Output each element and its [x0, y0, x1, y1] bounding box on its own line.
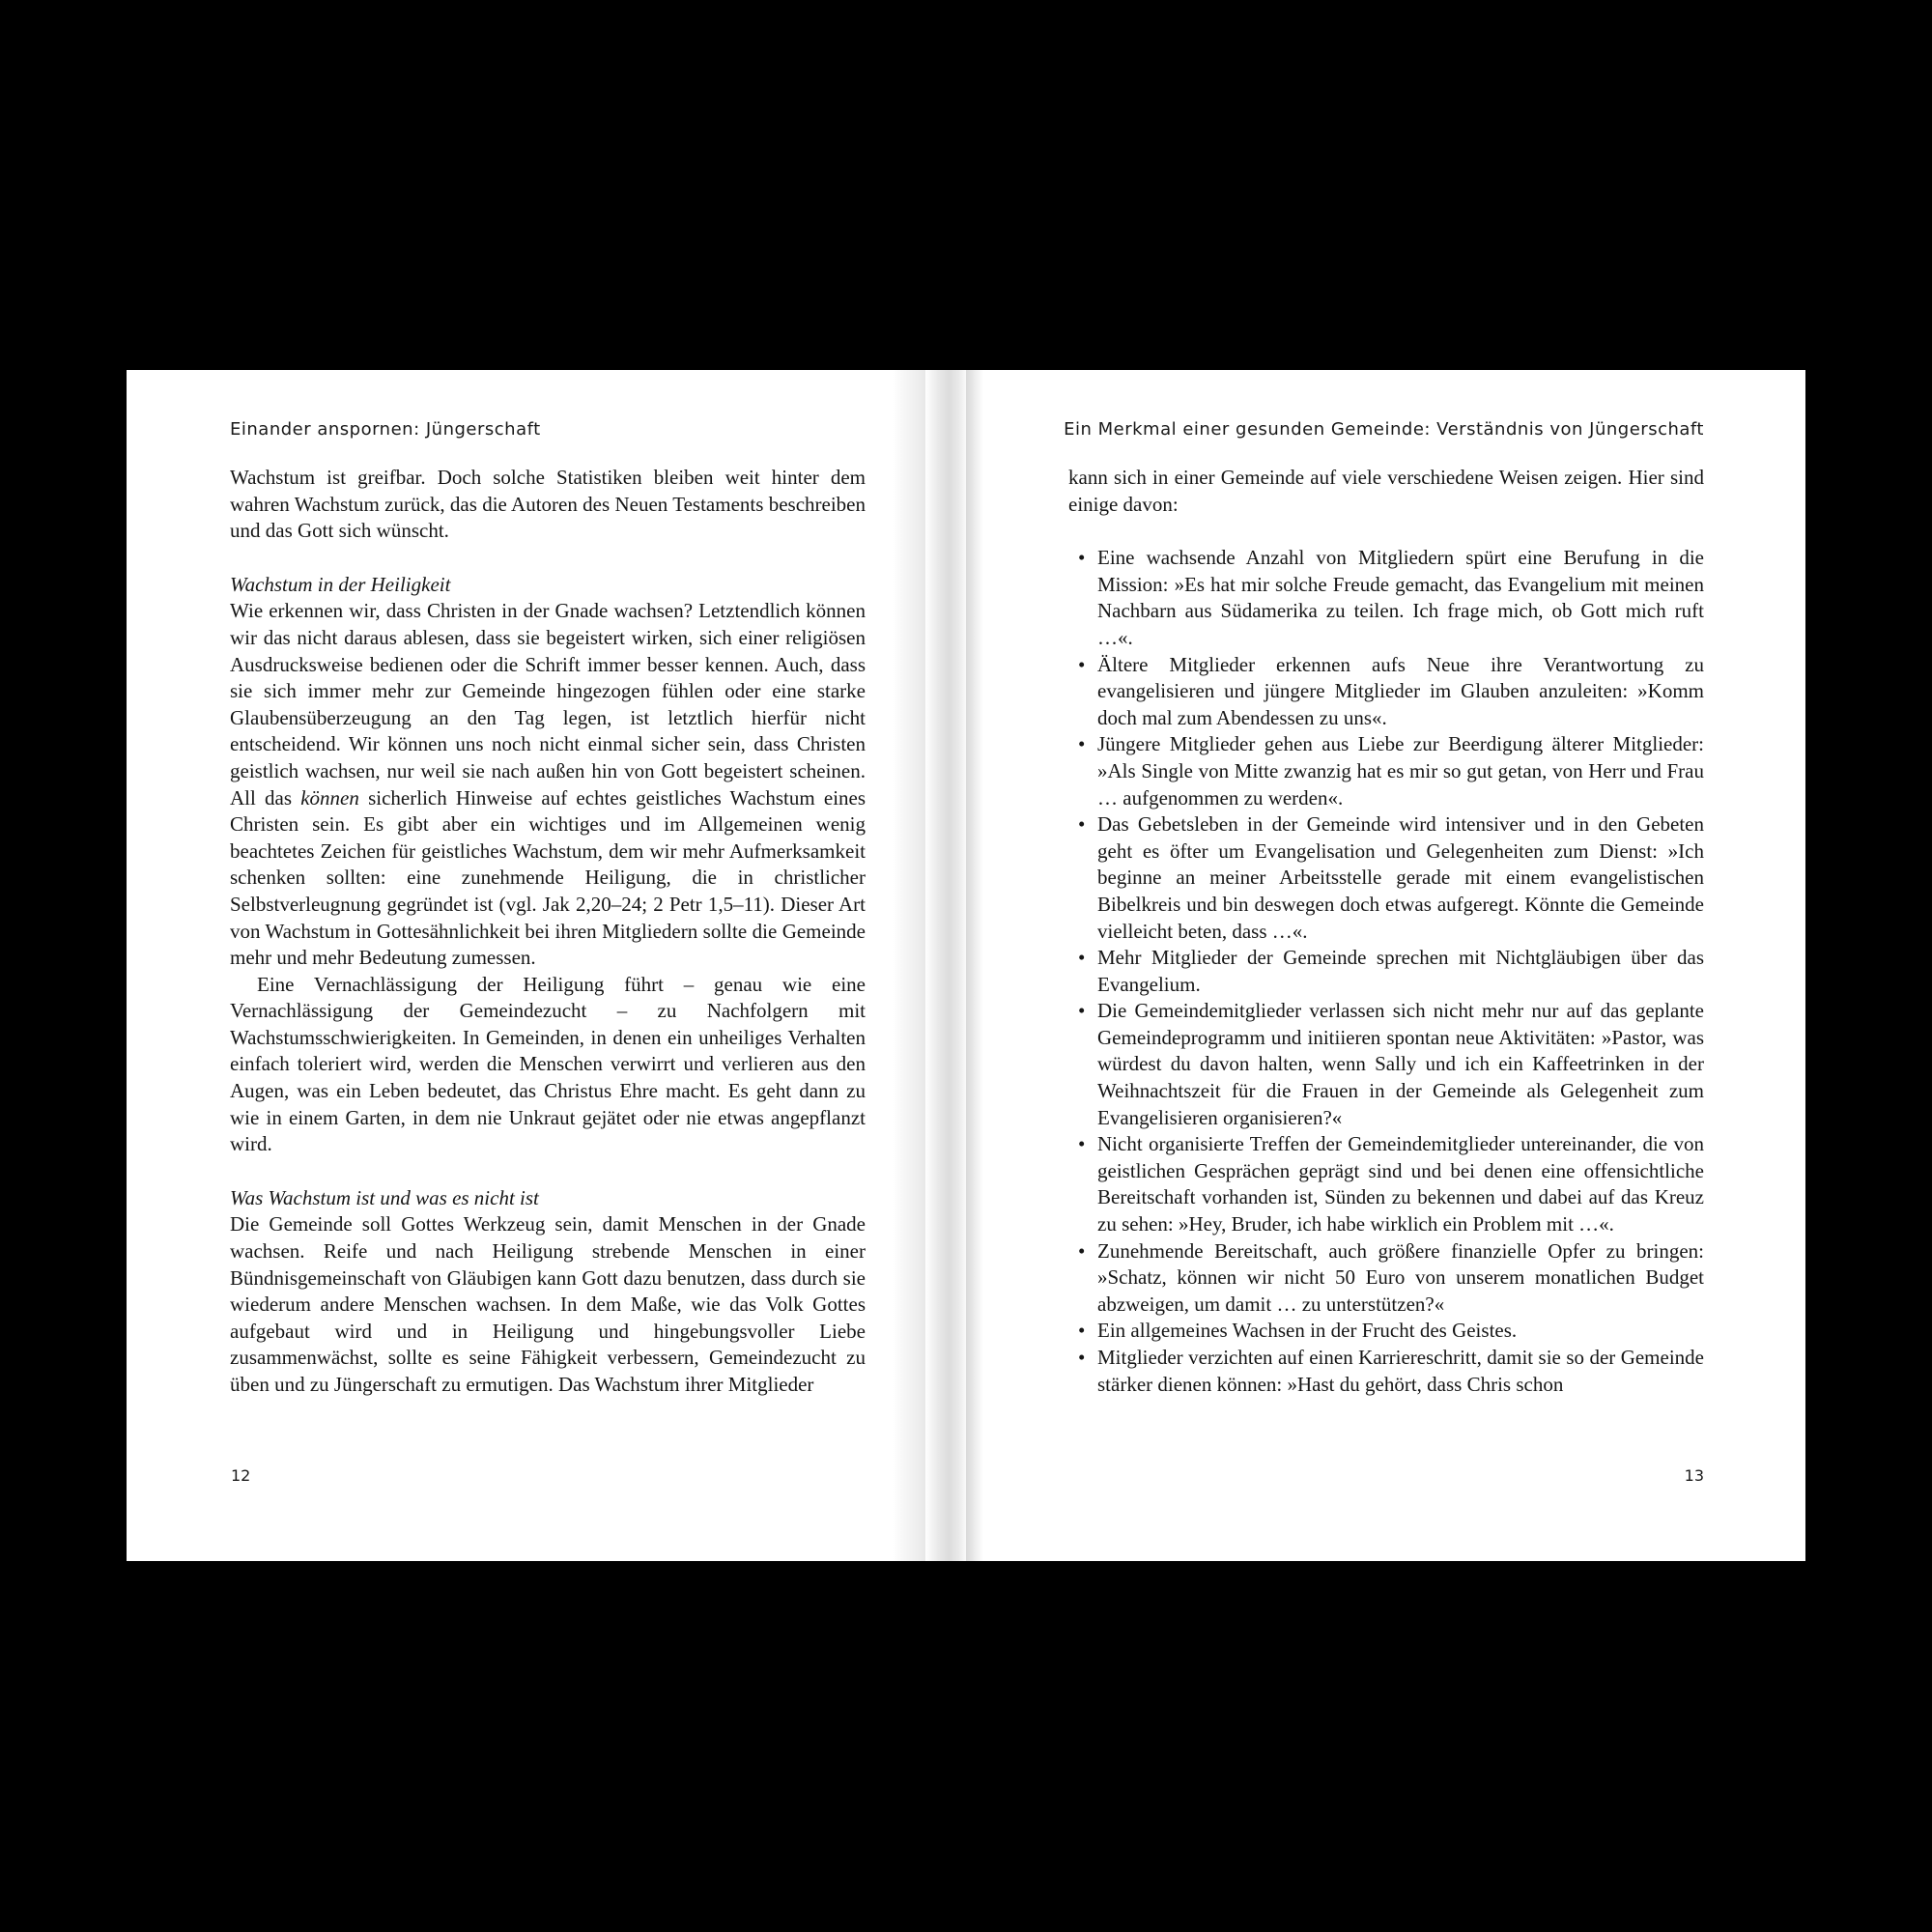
paragraph-text: Wie erkennen wir, dass Christen in der Gnade wachsen? Letztendlich können wir das nicht daraus ablesen, dass sie begeistert wirken, sich einer religiösen Ausdrucksweise bedienen oder die Schrift immer besser kennen. Auch, dass sie sich immer mehr zur Gemeinde hingezogen fühlen oder eine starke Glaubensüberzeugung an den Tag legen, ist letztlich hierfür nicht entscheidend. Wir können uns noch nicht einmal sicher sein, dass Christen geistlich wachsen, nur weil sie nach außen hin von Gott begeistert scheinen. All das — [230, 599, 866, 810]
body-text — [1068, 465, 1704, 1398]
page-number: 13 — [1684, 1466, 1704, 1485]
paragraph: Die Gemeinde soll Gottes Werkzeug sein, damit Menschen in der Gnade wachsen. Reife und nach Heiligung strebende Menschen in einer Bündnisgemeinschaft von Gläubigen kann Gott dazu benutzen, dass durch sie wiederum andere Menschen wachsen. In dem Maße, wie das Volk Gottes aufgebaut wird und in Heiligung und hingebungsvoller Liebe zusammenwächst, sollte es seine Fähigkeit verbessern, Gemeindezucht zu üben und zu Jüngerschaft zu ermutigen. Das Wachstum ihrer Mitglieder — [230, 1212, 866, 1396]
list-item: • Eine wachsende Anzahl von Mitgliedern spürt eine Berufung in die Mission: »Es hat mir solche Freude gemacht, das Evangelium mit meinen Nachbarn aus Südamerika zu teilen. Ich frage mich, ob Gott mich ruft …«. — [1068, 545, 1704, 651]
list-item: • Die Gemeindemitglieder verlassen sich nicht mehr nur auf das geplante Gemeindeprogramm und initiieren spontan neue Aktivitäten: »Pastor, was würdest du davon halten, wenn Sally und ich ein Kaffeetrinken in der Weihnachtszeit für die Frauen in der Gemeinde als Gelegenheit zum Evangelisieren organisieren?« — [1068, 998, 1704, 1131]
list-item: • Zunehmende Bereitschaft, auch größere finanzielle Opfer zu bringen: »Schatz, können wir nicht 50 Euro von unserem monatlichen Budget abzweigen, um damit … zu unterstützen?« — [1068, 1238, 1704, 1319]
running-head: Ein Merkmal einer gesunden Gemeinde: Verständnis von Jüngerschaft — [1064, 419, 1704, 440]
paragraph: Eine Vernachlässigung der Heiligung führt – genau wie eine Vernachlässigung der Gemeindezucht – zu Nachfolgern mit Wachstumsschwierigkeiten. In Gemeinden, in denen ein unheiliges Verhalten einfach toleriert wird, werden die Menschen verwirrt und verlieren aus den Augen, was ein Leben bedeutet, das Christus Ehre macht. Es geht dann zu wie in einem Garten, in dem nie Unkraut gejätet oder nie etwas angepflanzt wird. — [230, 972, 866, 1156]
body-text — [230, 465, 866, 1399]
page-curl-shadow — [966, 370, 983, 1561]
right-page — [966, 370, 1805, 1561]
list-item: • Ältere Mitglieder erkennen aufs Neue ihre Verantwortung zu evangelisieren und jüngere Mitglieder im Glauben anzuleiten: »Komm doch mal zum Abendessen zu uns«. — [1068, 652, 1704, 732]
list-item: • Mitglieder verzichten auf einen Karriereschritt, damit sie so der Gemeinde stärker dienen können: »Hast du gehört, dass Chris schon — [1068, 1345, 1704, 1398]
bullet-list — [1068, 545, 1704, 1398]
book-spread — [127, 370, 1805, 1561]
subheading: Was Wachstum ist und was es nicht ist — [230, 1185, 539, 1209]
list-item: • Ein allgemeines Wachsen in der Frucht des Geistes. — [1068, 1318, 1704, 1345]
list-item: • Das Gebetsleben in der Gemeinde wird intensiver und in den Gebeten geht es öfter um Evangelisation und Gelegenheiten zum Dienst: »Ich beginne an meiner Arbeitsstelle gerade mit einem evangelistischen Bibelkreis und bin deswegen doch etwas aufgeregt. Könnte die Gemeinde vielleicht beten, dass …«. — [1068, 811, 1704, 945]
subheading: Wachstum in der Heiligkeit — [230, 572, 451, 596]
paragraph-text: sicherlich Hinweise auf echtes geistliches Wachstum eines Christen sein. Es gibt aber ein wichtiges und im Allgemeinen wenig beachtetes Zeichen für geistliches Wachstum, dem wir mehr Aufmerksamkeit schenken sollten: eine zunehmende Heiligung, die in christlicher Selbstverleugnung gegründet ist (vgl. Jak 2,20–24; 2 Petr 1,5–11). Dieser Art von Wachstum in Gottesähnlichkeit bei ihren Mitgliedern sollte die Gemeinde mehr und mehr Bedeutung zumessen. — [230, 785, 867, 970]
running-head: Einander anspornen: Jüngerschaft — [230, 419, 541, 440]
paragraph — [230, 598, 866, 971]
emphasis: können — [300, 785, 359, 810]
page-number: 12 — [231, 1466, 251, 1485]
paragraph: kann sich in einer Gemeinde auf viele verschiedene Weisen zeigen. Hier sind einige davon: — [1068, 466, 1704, 516]
left-page — [127, 370, 927, 1561]
list-item: • Nicht organisierte Treffen der Gemeindemitglieder untereinander, die von geistlichen Gesprächen geprägt sind und bei denen eine offensichtliche Bereitschaft vorhanden ist, Sünden zu bekennen und dabei auf das Kreuz zu sehen: »Hey, Bruder, ich habe wirklich ein Problem mit …«. — [1068, 1131, 1704, 1237]
book-gutter — [925, 370, 968, 1561]
list-item: • Mehr Mitglieder der Gemeinde sprechen mit Nichtgläubigen über das Evangelium. — [1068, 945, 1704, 998]
page-curl-shadow — [893, 370, 927, 1561]
paragraph: Wachstum ist greifbar. Doch solche Statistiken bleiben weit hinter dem wahren Wachstum zurück, das die Autoren des Neuen Testaments beschreiben und das Gott sich wünscht. — [230, 466, 866, 543]
list-item: • Jüngere Mitglieder gehen aus Liebe zur Beerdigung älterer Mitglieder: »Als Single von Mitte zwanzig hat es mir so gut getan, von Herr und Frau … aufgenommen zu werden«. — [1068, 731, 1704, 811]
